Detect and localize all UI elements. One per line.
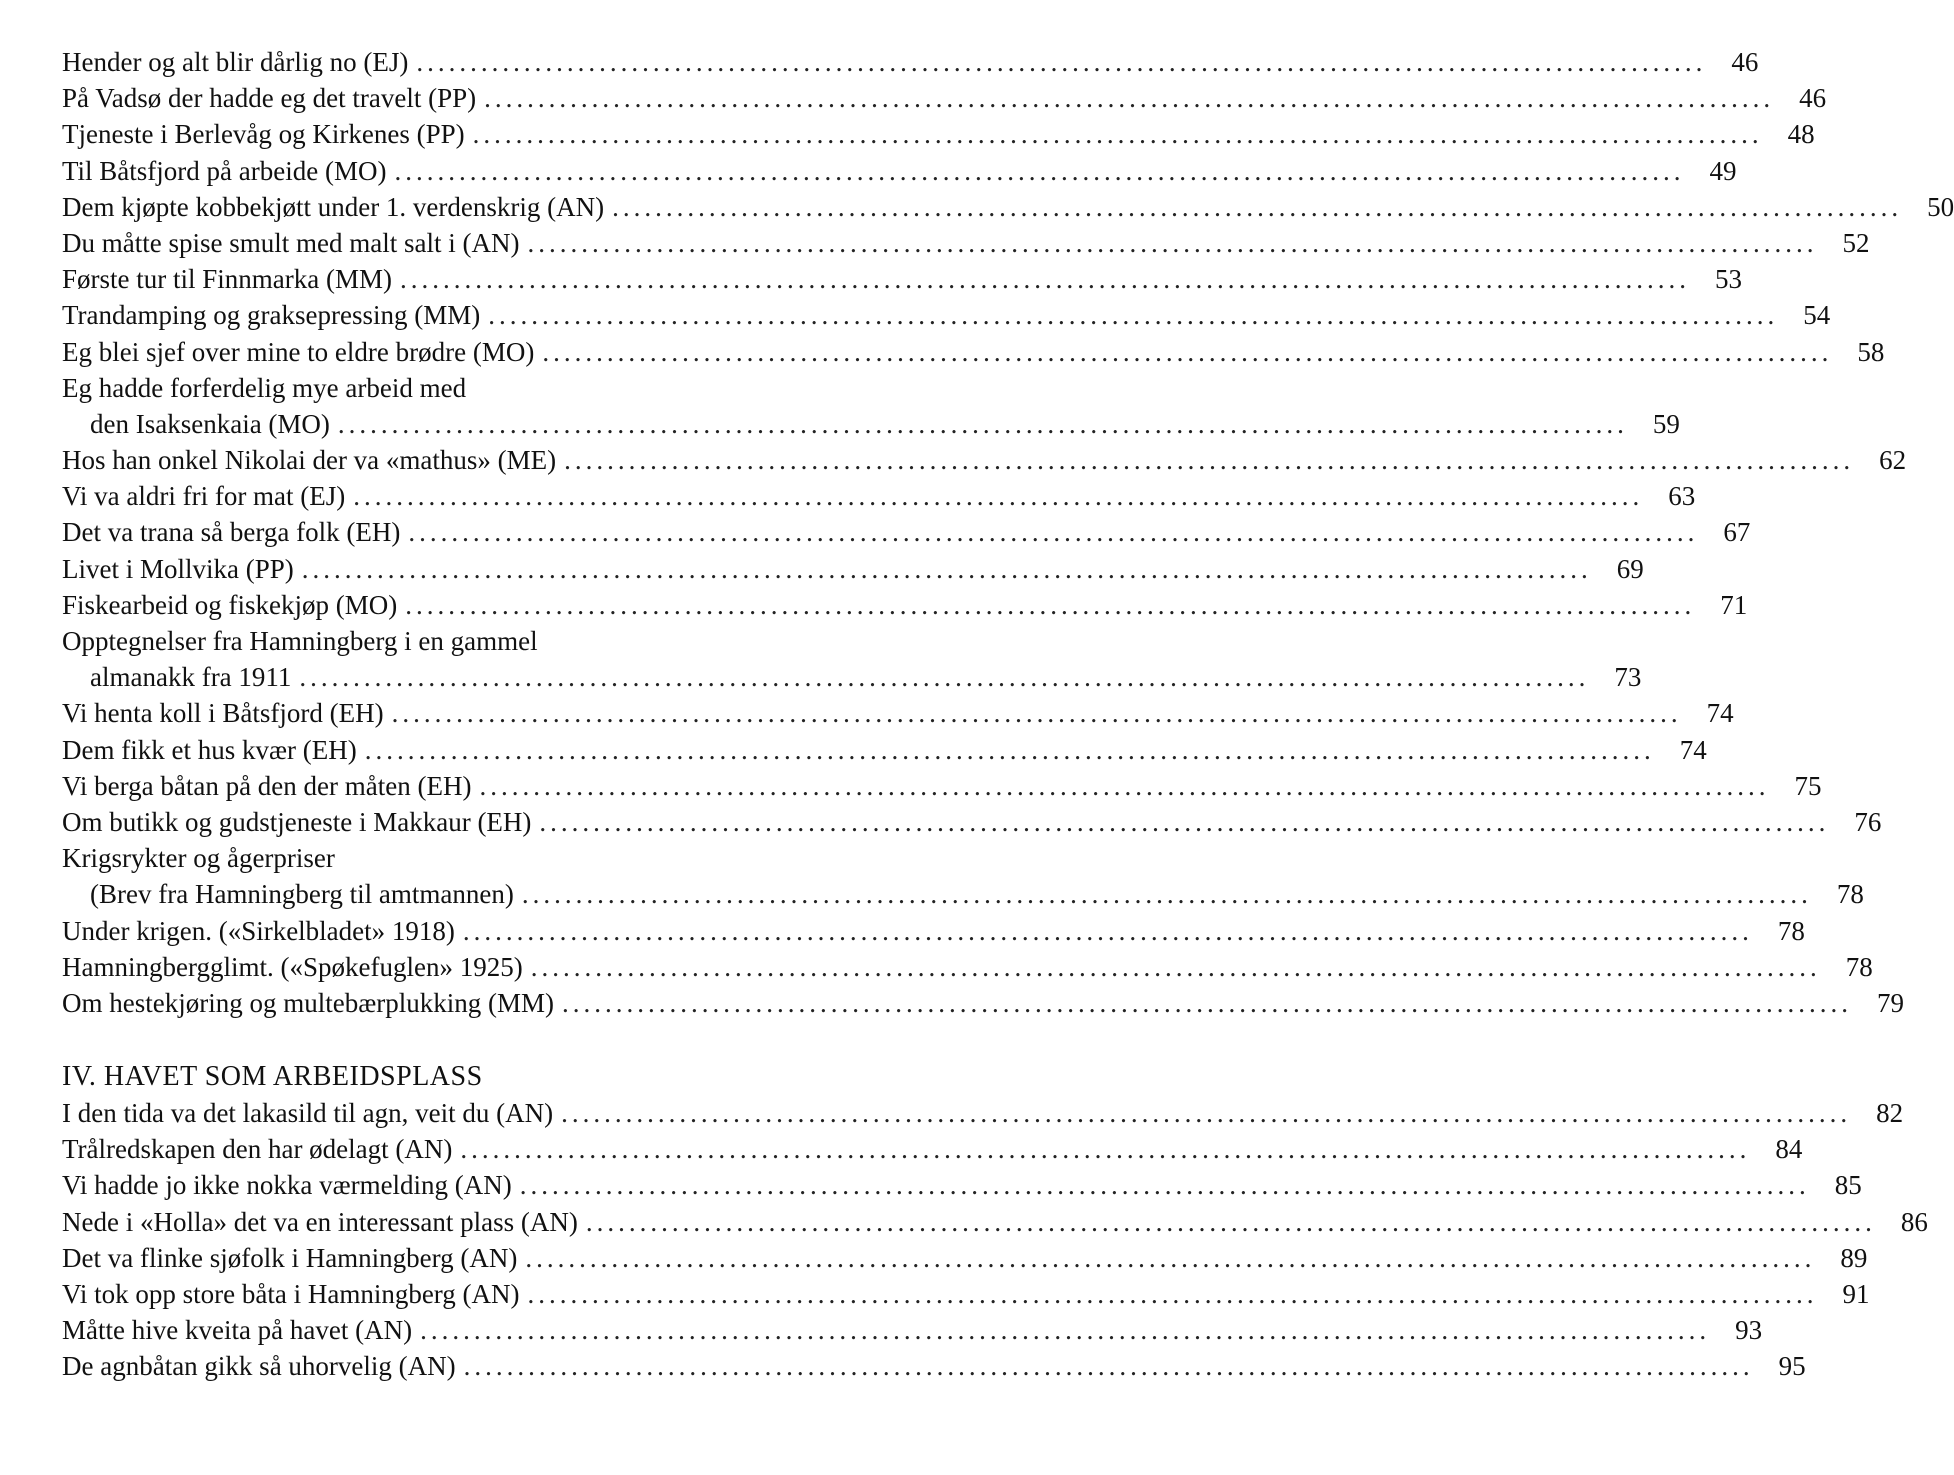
toc-entry — [62, 514, 1751, 550]
entry-page-number: 59 — [1652, 408, 1680, 439]
toc-part-4 — [62, 1095, 1928, 1385]
dot-leader: ........................................................................................................................ — [521, 879, 1812, 910]
dot-leader: ........................................................................................................................ — [539, 806, 1830, 837]
entry-page-number: 74 — [1706, 698, 1734, 729]
toc-entry — [62, 804, 1882, 840]
entry-page-number: 48 — [1787, 119, 1815, 150]
entry-title: Hos han onkel Nikolai der va «mathus» (ME) — [62, 445, 557, 476]
entry-page-number: 74 — [1679, 734, 1707, 765]
entry-page-number: 91 — [1842, 1279, 1870, 1309]
entry-page-number: 50 — [1927, 191, 1954, 222]
toc-entry — [62, 1204, 1928, 1240]
entry-page-number: 58 — [1857, 336, 1885, 367]
toc-entry — [62, 1131, 1803, 1167]
entry-page-number: 85 — [1834, 1170, 1862, 1201]
entry-title: Om butikk og gudstjeneste i Makkaur (EH) — [62, 806, 532, 837]
toc-entry — [62, 1312, 1763, 1348]
entry-title: Om hestekjøring og multebærplukking (MM) — [62, 987, 554, 1018]
toc-entry — [62, 44, 1759, 80]
entry-title-first-line: Eg hadde forferdelig mye arbeid med — [62, 372, 467, 403]
dot-leader: ........................................................................................................................ — [561, 987, 1852, 1018]
toc-entry — [62, 1240, 1868, 1276]
entry-title-first-line: Krigsrykter og ågerpriser — [62, 843, 335, 874]
entry-title: Første tur til Finnmarka (MM) — [62, 264, 392, 295]
dot-leader: ........................................................................................................................ — [472, 119, 1763, 150]
dot-leader: ........................................................................................................................ — [394, 155, 1685, 186]
entry-title: Vi tok opp store båta i Hamningberg (AN) — [62, 1279, 520, 1309]
toc-entry-title-line — [62, 840, 912, 876]
toc-entry — [62, 876, 1864, 912]
entry-title: Nede i «Holla» det va en interessant plass (AN) — [62, 1206, 578, 1237]
entry-page-number: 67 — [1723, 517, 1751, 548]
entry-page-number: 84 — [1775, 1134, 1803, 1165]
dot-leader: ........................................................................................................................ — [301, 553, 1592, 584]
dot-leader: ........................................................................................................................ — [542, 336, 1833, 367]
entry-page-number: 76 — [1854, 806, 1882, 837]
toc-entry — [62, 478, 1696, 514]
dot-leader: ........................................................................................................................ — [462, 915, 1753, 946]
entry-page-number: 46 — [1731, 47, 1759, 77]
entry-page-number: 49 — [1709, 155, 1737, 186]
entry-title: Fiskearbeid og fiskekjøp (MO) — [62, 589, 398, 620]
dot-leader: ........................................................................................................................ — [460, 1134, 1751, 1165]
toc-entry — [62, 551, 1644, 587]
entry-title: Vi va aldri fri for mat (EJ) — [62, 481, 346, 512]
entry-page-number: 75 — [1794, 770, 1822, 801]
toc-entry — [62, 442, 1907, 478]
entry-title: Dem fikk et hus kvær (EH) — [62, 734, 357, 765]
entry-title: På Vadsø der hadde eg det travelt (PP) — [62, 83, 477, 114]
toc-entry — [62, 1348, 1806, 1384]
dot-leader: ........................................................................................................................ — [525, 1242, 1816, 1273]
dot-leader: ........................................................................................................................ — [416, 47, 1707, 77]
dot-leader: ........................................................................................................................ — [408, 517, 1699, 548]
toc-entry — [62, 297, 1831, 333]
entry-title: Hender og alt blir dårlig no (EJ) — [62, 47, 409, 77]
entry-page-number: 86 — [1900, 1206, 1928, 1237]
entry-page-number: 79 — [1876, 987, 1904, 1018]
entry-title-first-line: Opptegnelser fra Hamningberg i en gammel — [62, 626, 538, 656]
table-of-contents — [62, 44, 1954, 1385]
dot-leader: ........................................................................................................................ — [561, 1098, 1852, 1129]
dot-leader: ........................................................................................................................ — [420, 1315, 1711, 1346]
entry-title: Du måtte spise smult med malt salt i (AN) — [62, 227, 520, 258]
entry-title: (Brev fra Hamningberg til amtmannen) — [90, 879, 514, 910]
entry-title: Under krigen. («Sirkelbladet» 1918) — [62, 915, 455, 946]
toc-entry — [62, 695, 1734, 731]
dot-leader: ........................................................................................................................ — [299, 662, 1590, 693]
dot-leader: ........................................................................................................................ — [364, 734, 1655, 765]
toc-entry — [62, 1095, 1904, 1131]
toc-entry — [62, 261, 1742, 297]
entry-title: Det va trana så berga folk (EH) — [62, 517, 401, 548]
toc-entry — [62, 153, 1737, 189]
toc-part-3-continued — [62, 44, 1954, 1021]
entry-title: Tjeneste i Berlevåg og Kirkenes (PP) — [62, 119, 465, 150]
toc-entry — [62, 116, 1815, 152]
entry-page-number: 46 — [1799, 83, 1827, 114]
entry-page-number: 78 — [1836, 879, 1864, 910]
entry-title: Vi henta koll i Båtsfjord (EH) — [62, 698, 384, 729]
entry-page-number: 89 — [1840, 1242, 1868, 1273]
toc-entry-title-line — [62, 370, 912, 406]
entry-title: De agnbåtan gikk så uhorvelig (AN) — [62, 1351, 456, 1382]
toc-entry — [62, 225, 1870, 261]
dot-leader: ........................................................................................................................ — [527, 227, 1818, 258]
entry-page-number: 63 — [1668, 481, 1696, 512]
dot-leader: ........................................................................................................................ — [353, 481, 1644, 512]
toc-entry — [62, 406, 1680, 442]
toc-entry — [62, 768, 1822, 804]
entry-title: Trålredskapen den har ødelagt (AN) — [62, 1134, 453, 1165]
entry-title: Dem kjøpte kobbekjøtt under 1. verdenskrig (AN) — [62, 191, 605, 222]
dot-leader: ........................................................................................................................ — [530, 951, 1821, 982]
toc-entry — [62, 985, 1904, 1021]
dot-leader: ........................................................................................................................ — [405, 589, 1696, 620]
entry-title: Livet i Mollvika (PP) — [62, 553, 294, 584]
toc-entry — [62, 1276, 1870, 1312]
entry-page-number: 78 — [1845, 951, 1873, 982]
entry-page-number: 71 — [1720, 589, 1748, 620]
dot-leader: ........................................................................................................................ — [337, 408, 1628, 439]
entry-title: Hamningbergglimt. («Spøkefuglen» 1925) — [62, 951, 523, 982]
entry-title: Eg blei sjef over mine to eldre brødre (MO) — [62, 336, 535, 367]
entry-title: Vi berga båtan på den der måten (EH) — [62, 770, 472, 801]
entry-page-number: 73 — [1614, 662, 1642, 693]
dot-leader: ........................................................................................................................ — [488, 300, 1779, 331]
toc-entry — [62, 587, 1748, 623]
entry-page-number: 95 — [1778, 1351, 1806, 1382]
dot-leader: ........................................................................................................................ — [463, 1351, 1754, 1382]
entry-page-number: 53 — [1714, 264, 1742, 295]
entry-title: Vi hadde jo ikke nokka værmelding (AN) — [62, 1170, 512, 1201]
entry-page-number: 69 — [1616, 553, 1644, 584]
toc-entry — [62, 189, 1954, 225]
toc-entry-title-line — [62, 623, 912, 659]
dot-leader: ........................................................................................................................ — [527, 1279, 1818, 1309]
dot-leader: ........................................................................................................................ — [391, 698, 1682, 729]
entry-title: Måtte hive kveita på havet (AN) — [62, 1315, 413, 1346]
entry-page-number: 78 — [1777, 915, 1805, 946]
dot-leader: ........................................................................................................................ — [585, 1206, 1876, 1237]
toc-entry — [62, 732, 1707, 768]
entry-page-number: 82 — [1876, 1098, 1904, 1129]
dot-leader: ........................................................................................................................ — [484, 83, 1775, 114]
entry-title: Trandamping og graksepressing (MM) — [62, 300, 481, 331]
entry-title: den Isaksenkaia (MO) — [90, 408, 330, 439]
toc-entry — [62, 949, 1873, 985]
toc-entry — [62, 913, 1805, 949]
toc-entry — [62, 334, 1885, 370]
toc-entry — [62, 80, 1827, 116]
entry-page-number: 54 — [1803, 300, 1831, 331]
toc-entry — [62, 1167, 1862, 1203]
toc-entry — [62, 659, 1642, 695]
entry-page-number: 52 — [1842, 227, 1870, 258]
dot-leader: ........................................................................................................................ — [479, 770, 1770, 801]
dot-leader: ........................................................................................................................ — [612, 191, 1903, 222]
section-heading: IV. HAVET SOM ARBEIDSPLASS — [62, 1061, 483, 1093]
entry-page-number: 62 — [1879, 445, 1907, 476]
dot-leader: ........................................................................................................................ — [399, 264, 1690, 295]
dot-leader: ........................................................................................................................ — [519, 1170, 1810, 1201]
entry-title: Det va flinke sjøfolk i Hamningberg (AN) — [62, 1242, 518, 1273]
entry-page-number: 93 — [1735, 1315, 1763, 1346]
entry-title: I den tida va det lakasild til agn, veit du (AN) — [62, 1098, 554, 1129]
dot-leader: ........................................................................................................................ — [564, 445, 1855, 476]
entry-title: Til Båtsfjord på arbeide (MO) — [62, 155, 387, 186]
entry-title: almanakk fra 1911 — [90, 662, 292, 693]
